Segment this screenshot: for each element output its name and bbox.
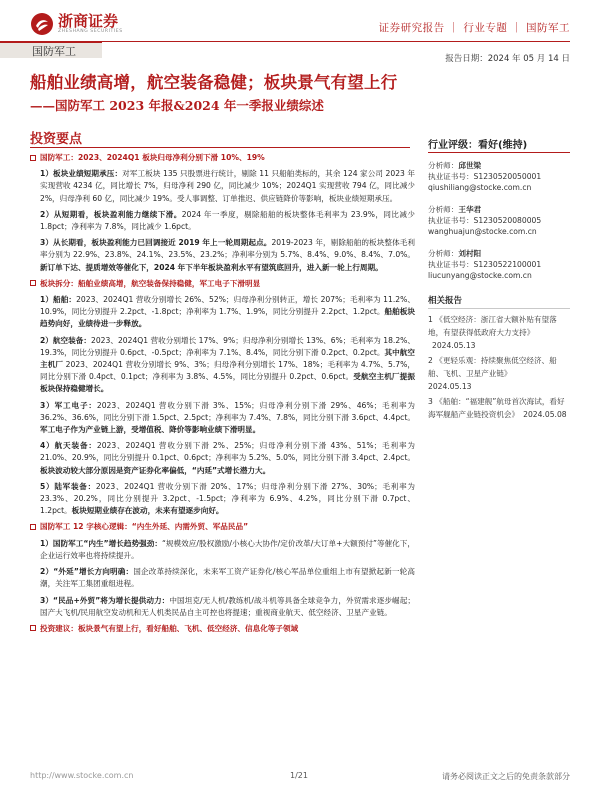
- related-report-item[interactable]: 1 《低空经济：浙江省大额补贴有望落地，有望获得低政府大力支持》2024.05.13: [428, 315, 557, 350]
- square-bullet-icon: [30, 280, 36, 286]
- related-reports-list: [428, 313, 570, 423]
- analyst-email[interactable]: qiushiliang@stocke.com.cn: [428, 183, 532, 192]
- section-heading-overview: 国防军工：2023、2024Q1 板块归母净利分别下滑 10%、19%: [30, 152, 415, 164]
- header-category-nav: 证券研究报告 ｜ 行业专题 ｜ 国防军工: [378, 22, 570, 34]
- analyst-card: 分析师：刘村阳 执业证书号：S1230522100001 liucunyang@stocke.com.cn: [428, 248, 570, 281]
- list-item: 3）“民品+外贸”将为增长提供动力：中国坦克/无人机/教练机/战斗机等具备全球竞争力，外贸需求逐步崛起；国产大飞机/民用航空发动机和无人机类民品自主可控也将提速；重视商业航天、低空经济、卫星产业链。: [40, 595, 415, 617]
- logo-name: 浙商证券: [58, 12, 119, 30]
- page-number: 1/21: [290, 771, 308, 780]
- sector-tab: 国防军工: [0, 41, 102, 58]
- report-date: 报告日期：2024 年 05 月 14 日: [445, 54, 570, 64]
- analyst-email[interactable]: liucunyang@stocke.com.cn: [428, 271, 532, 280]
- section-heading-recommendation: 投资建议：板块景气有望上行，看好船舶、飞机、低空经济、信息化等子领域: [30, 623, 415, 635]
- industry-rating: 行业评级：看好(维持): [428, 140, 528, 151]
- disclaimer-note: 请务必阅读正文之后的免责条款部分: [442, 772, 570, 781]
- related-rule: [428, 308, 570, 309]
- analyst-card: 分析师：邱世梁 执业证书号：S1230520050001 qiushiliang@stocke.com.cn: [428, 160, 570, 193]
- list-item: 2）“外延”增长方向明确：国企改革持续深化，未来军工资产证券化/核心军品单位重组上市有望掀起新一轮高潮，关注军工集团重组进程。: [40, 567, 416, 589]
- section-rule: [30, 147, 410, 148]
- square-bullet-icon: [30, 524, 36, 530]
- related-report-item[interactable]: 2 《更轻乐观：持续聚焦低空经济、船舶、飞机、卫星产业链》 2024.05.13: [428, 356, 557, 391]
- report-subtitle: ——国防军工 2023 年报&2024 年一季报业绩综述: [30, 98, 324, 113]
- list-item: 2）航空装备：2023、2024Q1 营收分别增长 17%、9%；归母净利分别增长 13%、6%；毛利率为 18.2%、19.3%，同比分别提升 0.6pct、-0.5pct；净利率为 7.1%、8.4%，同比分别下滑 0.2pct、0.2pct。其中航空主机厂 2023、2024Q1 营收分别增长 9%、3%；归母净利分别增长 17%、18%；毛利率为 4.7%、5.7%，同比分别下滑 0.4pct、0.1pct；净利率为 3.8%、4.5%，同比分别提升 0.2pct、0.6pct。受航空主机厂提振板块保持稳健增长。: [40, 335, 415, 394]
- paragraph: 2）从短期看，板块盈利能力继续下滑。2024 年一季度，剔除船舶的板块整体毛利率为 23.9%，同比减少 1.8pct；净利率为 7.8%，同比减少 1.6pct。: [40, 209, 415, 232]
- sidebar-rule: [428, 152, 570, 153]
- company-logo: [30, 12, 123, 36]
- list-item: 1）国防军工“内生”增长趋势强劲：“规模效应/股权激励/小核心大协作/定价改革/大订单+大额预付”等催化下，企业运行效率也将持续提升。: [40, 538, 416, 560]
- header-rule: [102, 41, 570, 42]
- section-title: 投资要点: [30, 132, 83, 147]
- section-heading-logic: 国防军工 12 字核心逻辑：“内生外延、内需外贸、军品民品”: [30, 521, 415, 533]
- paragraph: 3）从长期看，板块盈利能力已回调接近 2019 年上一轮周期起点。2019-2023 年，剔除船舶的板块整体毛利率分别为 22.9%、23.8%、24.1%、23.5%、23.2%；净利率分别为 5.7%、8.4%、9.0%、8.4%、7.0%。新订单下达、提质增效等催化下，2024 年下半年板块盈利水平有望筑底回升，进入新一轮上行周期。: [40, 238, 416, 272]
- section-heading-breakdown: 板块拆分：船舶业绩高增，航空装备保持稳健，军工电子下滑明显: [30, 278, 415, 290]
- list-item: 3）军工电子：2023、2024Q1 营收分别下滑 3%、15%；归母净利分别下滑 29%、46%；毛利率为 36.2%、36.6%，同比分别下滑 1.5pct、2.5pct；净利率为 7.4%、7.8%，同比分别下滑 3.6pct、4.4pct。军工电子作为产业链上游，受增值税、降价等影响业绩下滑明显。: [40, 400, 415, 435]
- list-item: 1）船舶：2023、2024Q1 营收分别增长 26%、52%；归母净利分别转正，增长 207%；毛利率为 11.2%、10.9%，同比分别提升 2.2pct、-1.8pct；净利率为 1.7%、1.9%，同比分别提升 2.2pct、1.2pct。船舶板块趋势向好，业绩待进一步释放。: [40, 295, 415, 329]
- square-bullet-icon: [30, 625, 36, 631]
- analyst-card: 分析师：王华君 执业证书号：S1230520080005 wanghuajun@stocke.com.cn: [428, 204, 570, 237]
- list-item: 5）陆军装备：2023、2024Q1 营收分别下滑 20%、17%；归母净利分别下滑 27%、30%；毛利率为 23.3%、20.2%，同比分别提升 3.2pct、-1.5pct；净利率为 6.9%、4.2%，同比分别下滑 0.7pct、1.2pct。板块短期业绩存在波动，未来有望逐步向好。: [40, 481, 415, 516]
- related-reports-title: 相关报告: [428, 296, 463, 306]
- logo-mark-icon: [30, 12, 54, 36]
- logo-name-en: ZHESHANG SECURITIES: [58, 29, 123, 34]
- paragraph: 1）板块业绩短期承压：对军工板块 135 只股票进行统计，剔除 11 只船舶类标的，其余 124 家公司 2023 年实现营收 4234 亿，同比增长 7%，归母净利 290 亿，同比减少 10%；2024Q1 实现营收 794 亿，同比减少 2%，归母净利 60 亿，同比减少 19%。受人事调整、订单推迟、供应链降价等影响，板块业绩短期承压。: [40, 169, 415, 203]
- analyst-email[interactable]: wanghuajun@stocke.com.cn: [428, 227, 537, 236]
- report-title: 船舶业绩高增，航空装备稳健；板块景气有望上行: [30, 73, 398, 92]
- list-item: 4）航天装备：2023、2024Q1 营收分别下滑 2%、25%；归母净利分别下滑 43%、51%；毛利率为 21.0%、20.9%，同比分别提升 0.1pct、0.6pct；净利率为 5.2%、5.0%，同比分别下滑 3.4pct、2.4pct。板块波动较大部分原因是资产证券化率偏低，“内延”式增长潜力大。: [40, 441, 415, 475]
- main-content: [30, 152, 415, 639]
- square-bullet-icon: [30, 155, 36, 161]
- footer-url[interactable]: http://www.stocke.com.cn: [30, 771, 134, 780]
- related-report-item[interactable]: 3 《船舶：“福建舰”航母首次海试，看好海军舰船产业链投资机会》 2024.05.08: [428, 397, 567, 419]
